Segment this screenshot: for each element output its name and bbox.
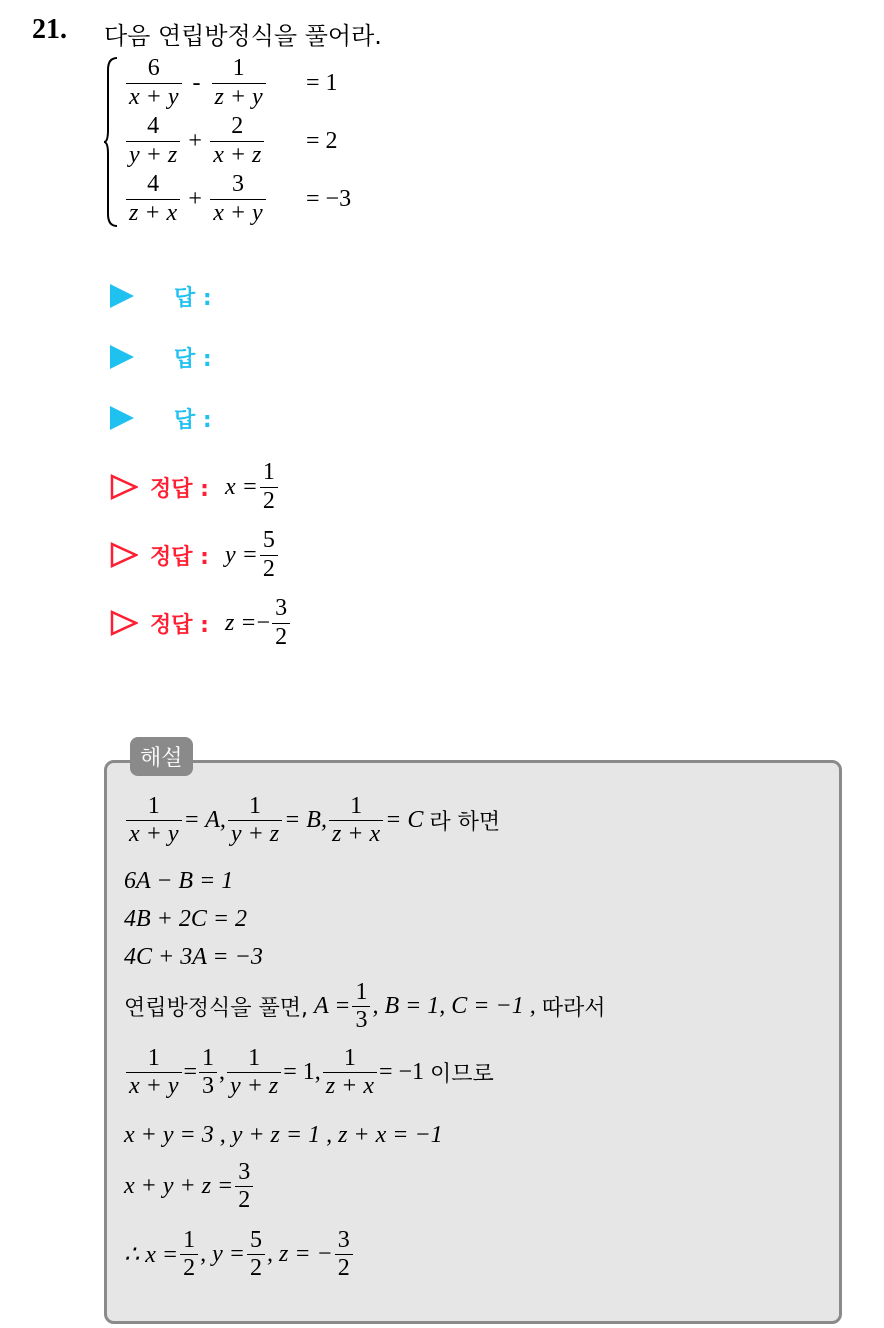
outline-triangle-icon — [110, 542, 138, 568]
answer-row-2[interactable] — [110, 337, 212, 377]
solution-line-2: 6A − B = 1 — [124, 868, 234, 894]
problem-number: 21. — [32, 14, 67, 45]
outline-triangle-icon — [110, 610, 138, 636]
solution-line-8: x + y + z = $\frac{3}{2}$ — [124, 1160, 255, 1213]
solution-tag: 해설 — [130, 737, 193, 776]
solution-line-1: $\frac{1}{x + y}$ = A, $\frac{1}{y + z}$ = B, $\frac{1}{z + x}$ = C 라 하면 — [124, 794, 500, 847]
answer-row-1[interactable] — [110, 276, 212, 316]
solution-line-9: ∴ x = $\frac{1}{2}$ , y = $\frac{5}{2}$ , z = − $\frac{3}{2}$ — [124, 1228, 355, 1281]
answer-label: 답 : — [174, 346, 212, 372]
outline-triangle-icon — [110, 474, 138, 500]
correct-label: 정답 : — [150, 544, 209, 570]
play-triangle-icon — [110, 406, 134, 430]
play-triangle-icon — [110, 284, 134, 308]
answer-row-3[interactable] — [110, 398, 212, 438]
system-brace — [104, 56, 118, 228]
system-equation-1: $\frac{6}{x + y}$ - $\frac{1}{z + y}$ = 1 — [124, 54, 268, 112]
correct-label: 정답 : — [150, 476, 209, 502]
solution-line-3: 4B + 2C = 2 — [124, 906, 248, 932]
correct-label: 정답 : — [150, 612, 209, 638]
answer-label: 답 : — [174, 407, 212, 433]
play-triangle-icon — [110, 345, 134, 369]
correct-answer-x: 정답 : x = $\frac{1}{2}$ — [110, 462, 280, 512]
answer-label: 답 : — [174, 285, 212, 311]
solution-line-4: 4C + 3A = −3 — [124, 944, 263, 970]
correct-answer-z: 정답 : z = − $\frac{3}{2}$ — [110, 598, 292, 648]
solution-line-7: x + y = 3 , y + z = 1 , z + x = −1 — [124, 1122, 443, 1148]
system-equation-3: $\frac{4}{z + x}$ + $\frac{3}{x + y}$ = −3 — [124, 170, 268, 228]
system-equation-2: $\frac{4}{y + z}$ + $\frac{2}{x + z}$ = 2 — [124, 112, 266, 170]
solution-line-5: 연립방정식을 풀면, A = $\frac{1}{3}$ , B = 1, C = −1 , 따라서 — [124, 979, 606, 1034]
problem-text: 다음 연립방정식을 풀어라. — [104, 22, 382, 50]
correct-answer-y: 정답 : y = $\frac{5}{2}$ — [110, 530, 280, 580]
solution-line-6: $\frac{1}{x + y}$ = $\frac{1}{3}$ , $\frac{1}{y + z}$ = 1, $\frac{1}{z + x}$ = −1 이므로 — [124, 1046, 494, 1099]
